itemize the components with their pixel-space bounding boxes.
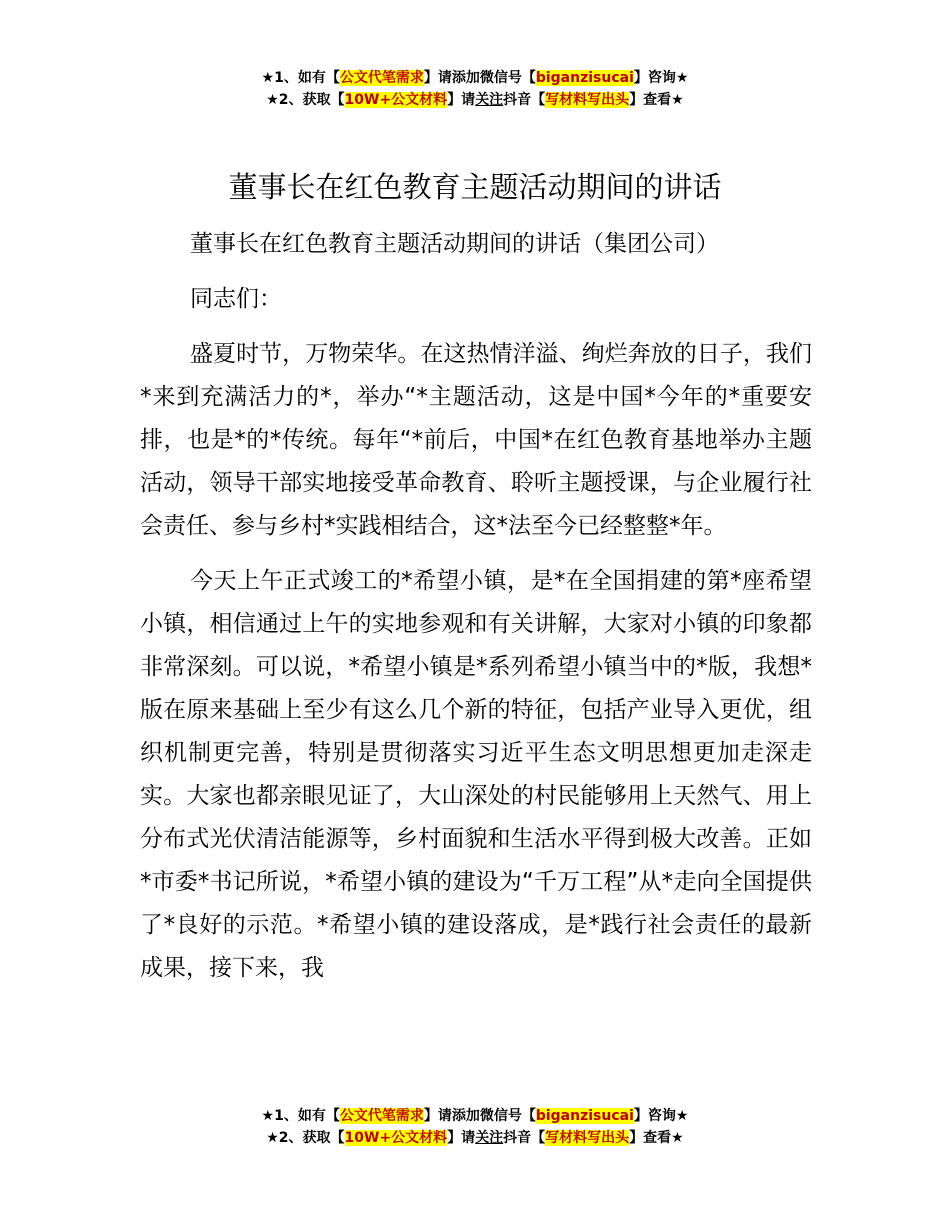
promo-text: 】请添加微信号【 — [423, 70, 536, 86]
document-subtitle: 董事长在红色教育主题活动期间的讲话（集团公司） — [190, 231, 719, 257]
promo-text: 】咨询★ — [633, 70, 689, 86]
promo-text: ★2、获取【 — [266, 92, 345, 108]
paragraph: 盛夏时节，万物荣华。在这热情洋溢、绚烂奔放的日子，我们*来到充满活力的*，举办“*主题活动，这是中国*今年的*重要安排，也是*的*传统。每年“*前后，中国*在红色教育基地举办主题活动，领导干部实地接受革命教育、聆听主题授课，与企业履行社会责任、参与乡村*实践相结合，这*法至今已经整整*年。 — [140, 341, 812, 539]
promo-banner-bottom — [0, 1105, 950, 1149]
promo-text: ★1、如有【 — [261, 70, 340, 86]
promo-highlight: biganzisucai — [535, 70, 634, 86]
promo-highlight: 写材料写出头 — [545, 92, 630, 108]
promo-underline: 关注 — [475, 92, 504, 108]
promo-line-1 — [0, 1105, 950, 1127]
promo-text: 抖音【 — [503, 92, 546, 108]
document-body — [140, 223, 812, 1002]
promo-highlight: biganzisucai — [535, 1108, 634, 1124]
promo-highlight: 公文代笔需求 — [339, 1108, 424, 1124]
promo-highlight: 公文代笔需求 — [339, 70, 424, 86]
promo-line-2 — [0, 89, 950, 111]
promo-underline: 关注 — [475, 1130, 504, 1146]
promo-text: 】请 — [447, 92, 476, 108]
promo-text: ★1、如有【 — [261, 1108, 340, 1124]
paragraph: 今天上午正式竣工的*希望小镇，是*在全国捐建的第*座希望小镇，相信通过上午的实地参观和有关讲解，大家对小镇的印象都非常深刻。可以说，*希望小镇是*系列希望小镇当中的*版，我想*版在原来基础上至少有这么几个新的特征，包括产业导入更优，组织机制更完善，特别是贯彻落实习近平生态文明思想更加走深走实。大家也都亲眼见证了，大山深处的村民能够用上天然气、用上分布式光伏清洁能源等，乡村面貌和生活水平得到极大改善。正如*市委*书记所说，*希望小镇的建设为“千万工程”从*走向全国提供了*良好的示范。*希望小镇的建设落成，是*践行社会责任的最新成果，接下来，我 — [140, 568, 812, 981]
promo-text: 】咨询★ — [633, 1108, 689, 1124]
promo-line-1 — [0, 67, 950, 89]
promo-text: 】请添加微信号【 — [423, 1108, 536, 1124]
promo-text: 】查看★ — [629, 92, 684, 108]
promo-banner-top — [0, 67, 950, 111]
promo-text: 】请 — [447, 1130, 476, 1146]
document-title: 董事长在红色教育主题活动期间的讲话 — [228, 170, 722, 204]
promo-text: 抖音【 — [503, 1130, 546, 1146]
greeting: 同志们： — [190, 286, 282, 312]
promo-highlight: 10W+公文材料 — [344, 1130, 448, 1146]
promo-text: ★2、获取【 — [266, 1130, 345, 1146]
promo-highlight: 写材料写出头 — [545, 1130, 630, 1146]
promo-line-2 — [0, 1127, 950, 1149]
promo-text: 】查看★ — [629, 1130, 684, 1146]
promo-highlight: 10W+公文材料 — [344, 92, 448, 108]
